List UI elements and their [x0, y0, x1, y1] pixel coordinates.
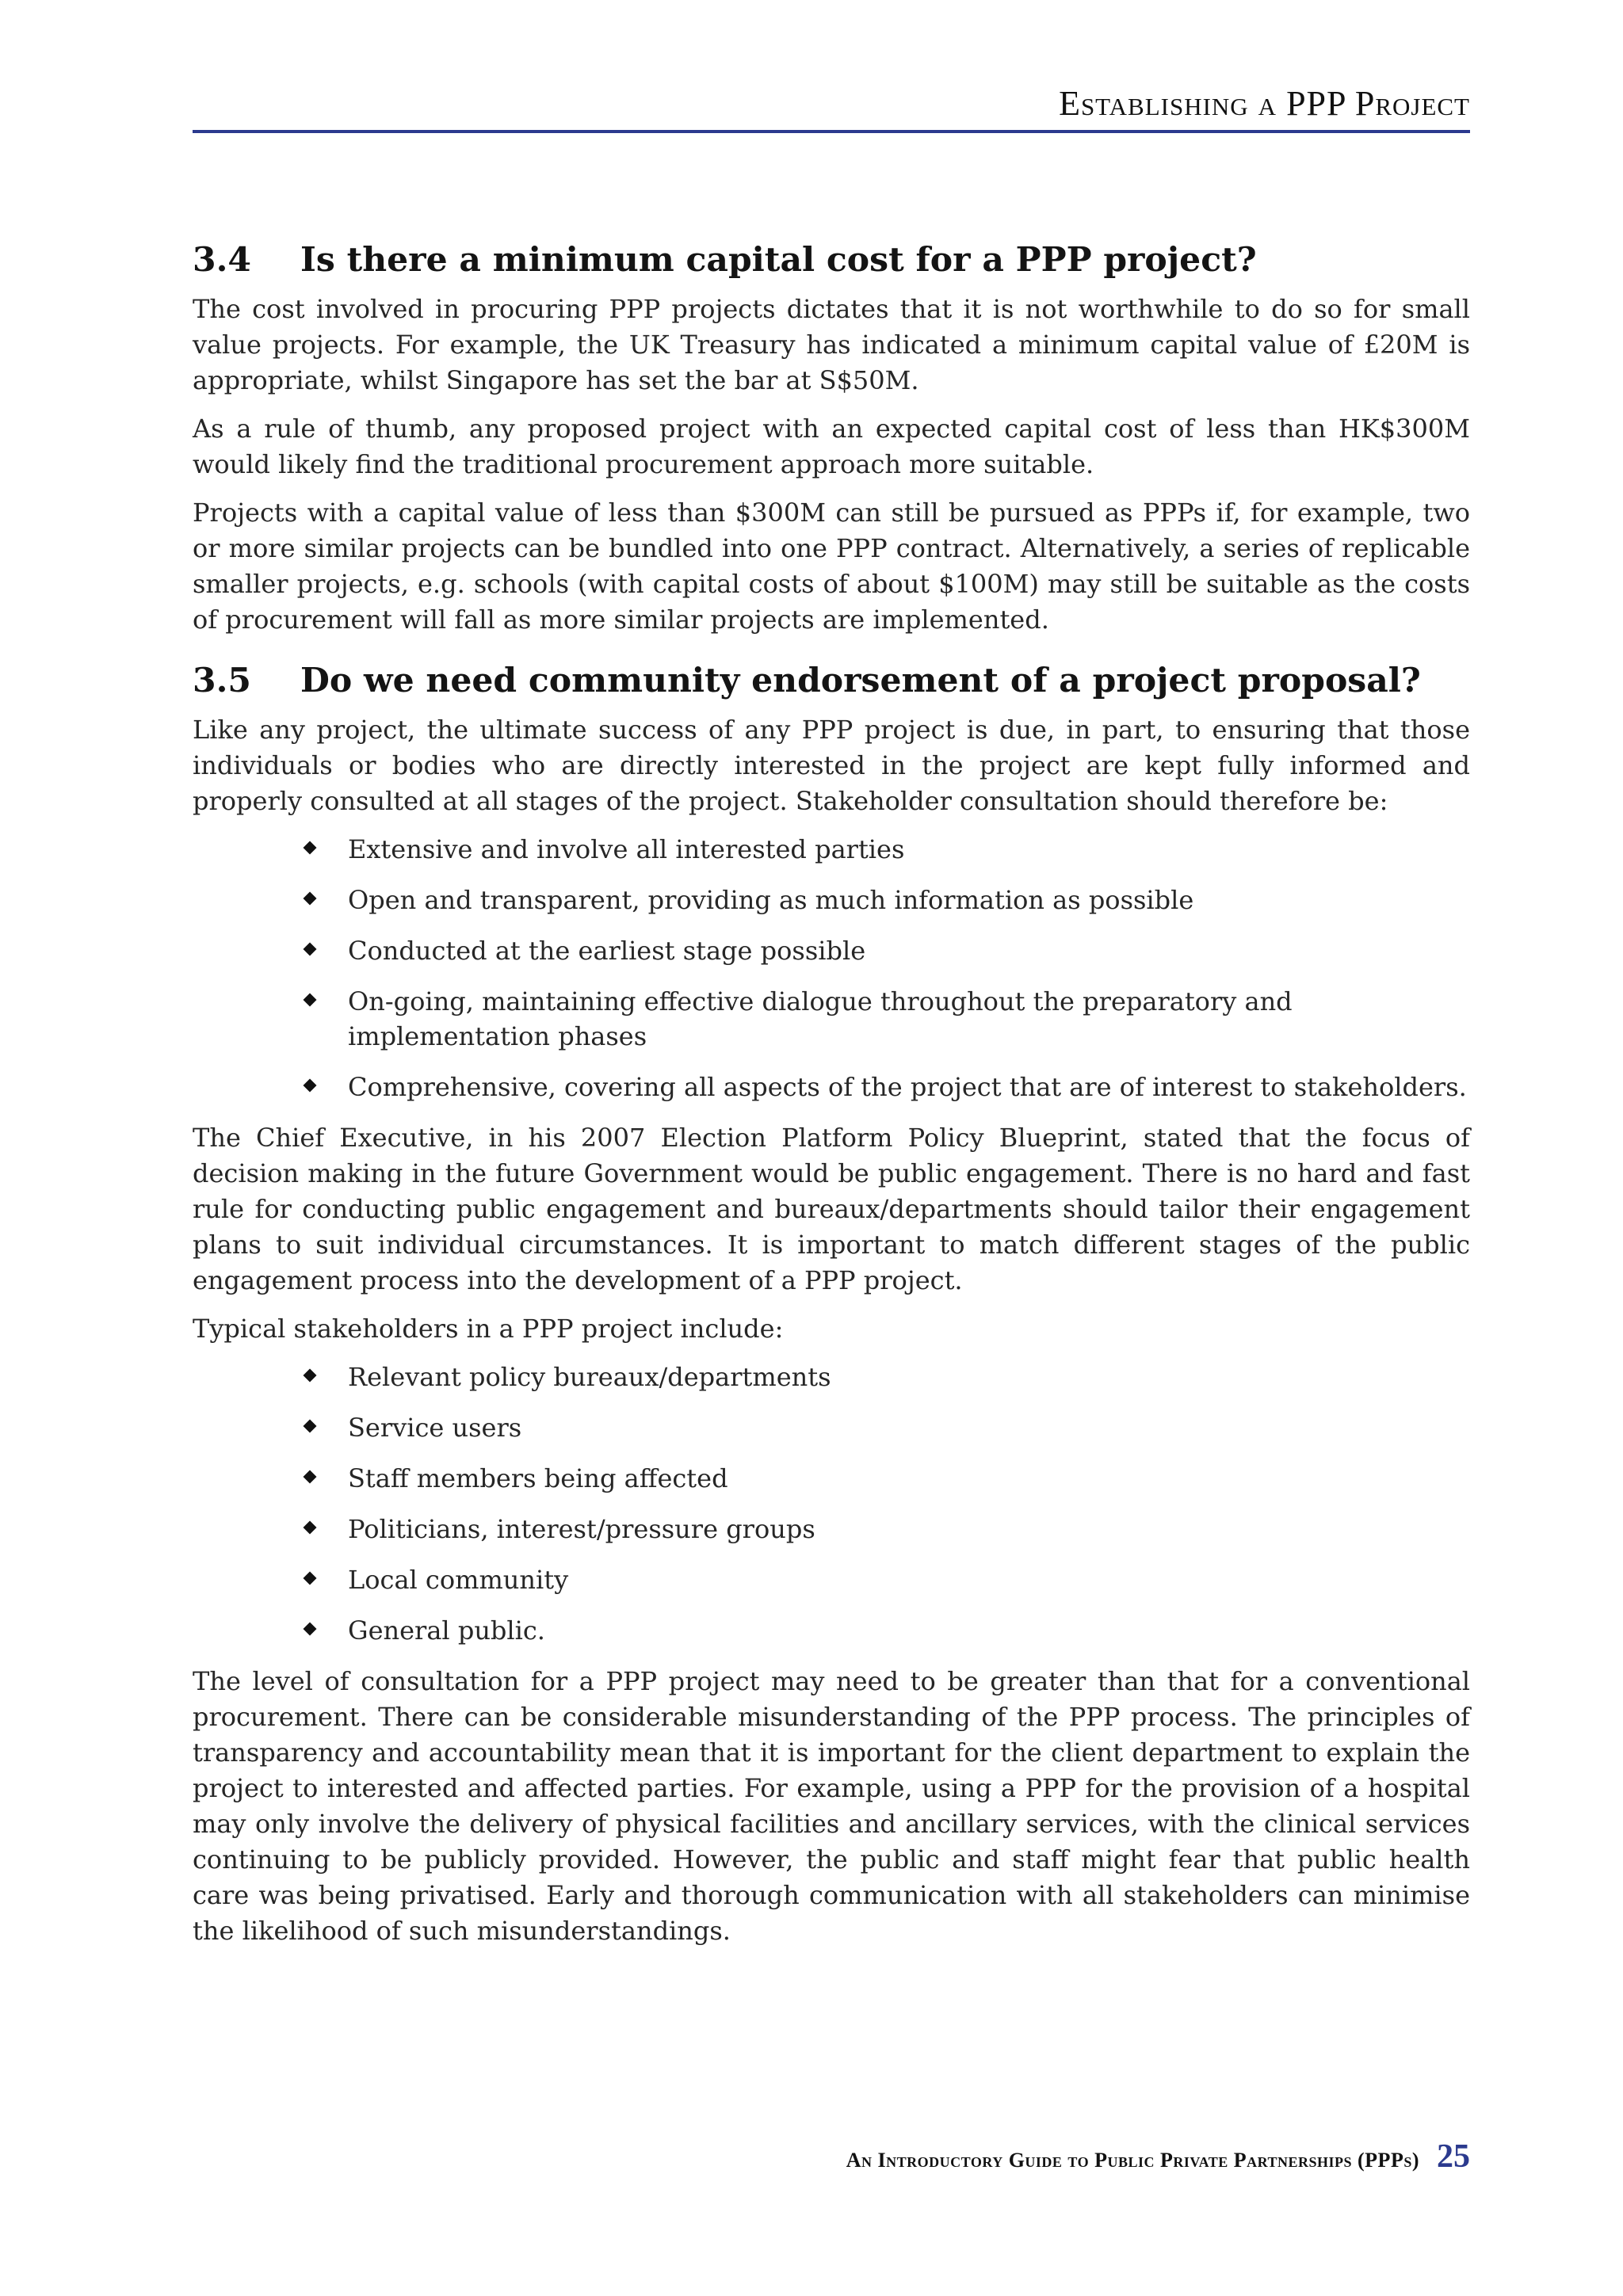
- list-item: [348, 1562, 1470, 1597]
- page-content: [193, 238, 1470, 1962]
- diamond-bullet-icon: [304, 1420, 317, 1433]
- list-item: [348, 1613, 1470, 1648]
- diamond-bullet-icon: [304, 994, 317, 1007]
- paragraph: Projects with a capital value of less than $300M can still be pursued as PPPs if, for example, two or more similar projects can be bundled into one PPP contract. Alternatively, a series of replicable smaller projects, e.g. schools (with capital costs of about $100M) may still be suitable as the costs of procurement will fall as more similar projects are implemented.: [193, 498, 1470, 635]
- section-heading-3-5: [193, 658, 1470, 703]
- list-item-text: Politicians, interest/pressure groups: [348, 1514, 815, 1544]
- list-item: [348, 832, 1470, 867]
- list-item-text: On-going, maintaining effective dialogue throughout the preparatory and implementation phases: [348, 986, 1293, 1051]
- paragraph: Typical stakeholders in a PPP project include:: [193, 1314, 784, 1344]
- paragraph: The cost involved in procuring PPP projects dictates that it is not worthwhile to do so for small value projects. For example, the UK Treasury has indicated a minimum capital value of £20M is appropriate, whilst Singapore has set the bar at S$50M.: [193, 294, 1470, 395]
- list-item: [348, 1410, 1470, 1445]
- paragraph: The Chief Executive, in his 2007 Election Platform Policy Blueprint, stated that the focus of decision making in the future Government would be public engagement. There is no hard and fast rule for conducting public engagement and bureaux/departments should tailor their engagement plans to suit individual circumstances. It is important to match different stages of the public engagement process into the development of a PPP project.: [193, 1123, 1470, 1295]
- section-title: Do we need community endorsement of a project proposal?: [300, 661, 1421, 700]
- diamond-bullet-icon: [304, 1369, 317, 1383]
- list-item: [348, 883, 1470, 917]
- diamond-bullet-icon: [304, 1079, 317, 1093]
- running-footer: [846, 2138, 1470, 2176]
- diamond-bullet-icon: [304, 1623, 317, 1636]
- stakeholder-bullet-list: [193, 1360, 1470, 1648]
- diamond-bullet-icon: [304, 841, 317, 855]
- diamond-bullet-icon: [304, 892, 317, 906]
- footer-title: An Introductory Guide to Public Private Partnerships (PPPs): [846, 2149, 1419, 2172]
- page-number: 25: [1437, 2138, 1470, 2175]
- list-item-text: Open and transparent, providing as much information as possible: [348, 885, 1194, 915]
- list-item-text: Service users: [348, 1413, 522, 1443]
- list-item: [348, 933, 1470, 968]
- list-item-text: Extensive and involve all interested parties: [348, 834, 905, 864]
- running-header: [193, 76, 1470, 133]
- list-item-text: Comprehensive, covering all aspects of the project that are of interest to stakeholders.: [348, 1072, 1467, 1102]
- diamond-bullet-icon: [304, 1521, 317, 1535]
- list-item: [348, 1070, 1470, 1104]
- list-item: [348, 1360, 1470, 1394]
- section-number: 3.5: [193, 661, 251, 700]
- list-item-text: Local community: [348, 1565, 569, 1595]
- paragraph: Like any project, the ultimate success of any PPP project is due, in part, to ensuring that those individuals or bodies who are directly interested in the project are kept fully informed and properly consulted at all stages of the project. Stakeholder consultation should therefore be:: [193, 715, 1470, 816]
- running-header-title: Establishing a PPP Project: [1059, 84, 1470, 123]
- list-item: [348, 984, 1470, 1054]
- list-item: [348, 1461, 1470, 1496]
- paragraph: The level of consultation for a PPP project may need to be greater than that for a conventional procurement. There can be considerable misunderstanding of the PPP process. The principles of transparency and accountability mean that it is important for the client department to explain the project to interested and affected parties. For example, using a PPP for the provision of a hospital may only involve the delivery of physical facilities and ancillary services, with the clinical services continuing to be publicly provided. However, the public and staff might fear that public health care was being privatised. Early and thorough communication with all stakeholders can minimise the likelihood of such misunderstandings.: [193, 1666, 1470, 1946]
- diamond-bullet-icon: [304, 1572, 317, 1585]
- list-item: [348, 1512, 1470, 1547]
- list-item-text: Conducted at the earliest stage possible: [348, 936, 866, 966]
- diamond-bullet-icon: [304, 1470, 317, 1484]
- consultation-bullet-list: [193, 832, 1470, 1104]
- section-title: Is there a minimum capital cost for a PPP project?: [300, 240, 1257, 280]
- section-heading-3-4: [193, 238, 1470, 282]
- paragraph: As a rule of thumb, any proposed project with an expected capital cost of less than HK$300M would likely find the traditional procurement approach more suitable.: [193, 414, 1470, 479]
- list-item-text: General public.: [348, 1615, 545, 1646]
- list-item-text: Staff members being affected: [348, 1463, 728, 1493]
- section-number: 3.4: [193, 240, 251, 280]
- diamond-bullet-icon: [304, 943, 317, 956]
- list-item-text: Relevant policy bureaux/departments: [348, 1362, 831, 1392]
